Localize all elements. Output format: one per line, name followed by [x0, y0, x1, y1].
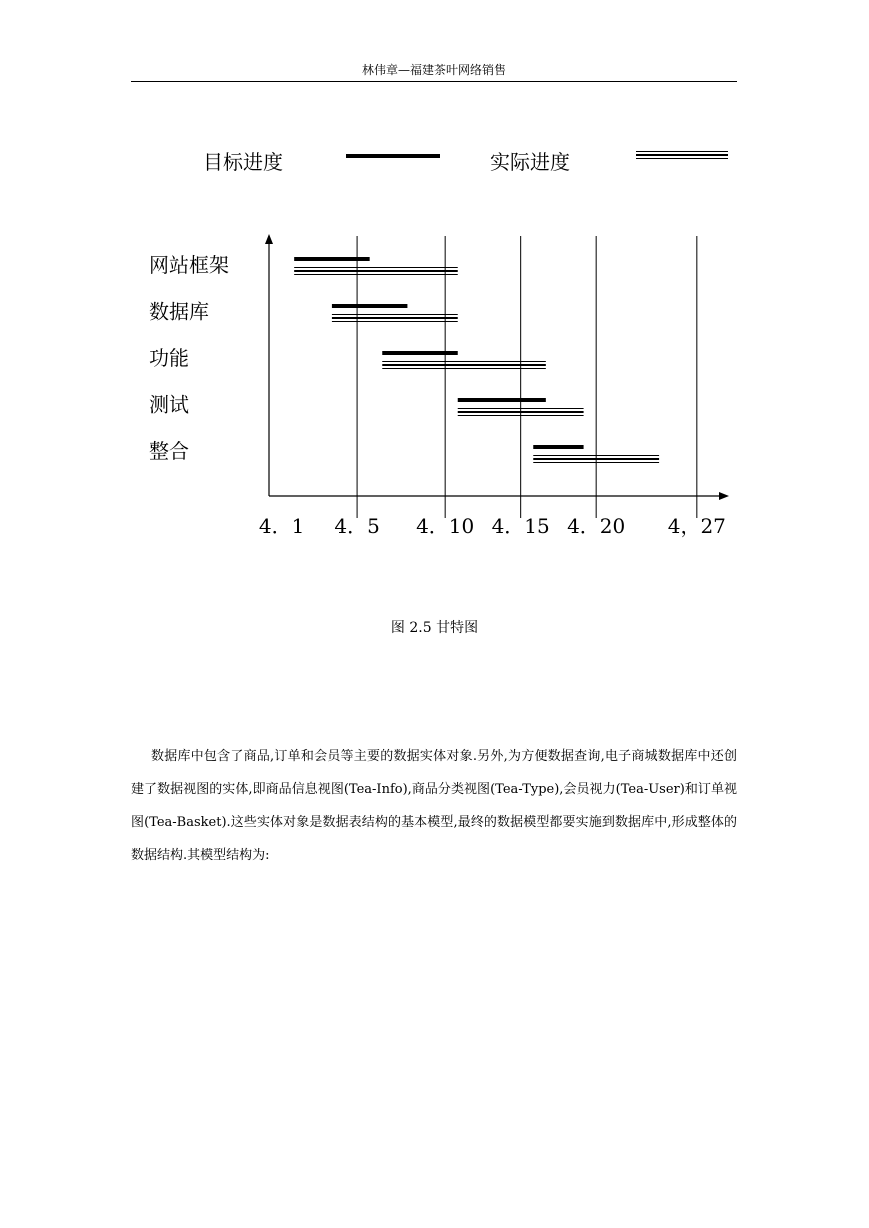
figure-caption: 图 2.5 甘特图 [390, 620, 479, 636]
x-axis-arrow [719, 492, 729, 500]
task-label: 网站框架 [149, 253, 229, 277]
x-tick-label: 4．10 [416, 514, 475, 538]
legend-target-label: 目标进度 [203, 150, 283, 174]
target-bar [382, 351, 458, 355]
gridlines [357, 236, 697, 518]
x-tick-label: 4．1 [258, 514, 305, 538]
legend-actual-label: 实际进度 [490, 150, 570, 174]
axes [265, 234, 729, 500]
task-bars [294, 257, 659, 463]
target-bar [458, 398, 546, 402]
target-bar [332, 304, 408, 308]
task-label: 整合 [149, 439, 189, 463]
actual-bar [332, 314, 458, 322]
x-tick-label: 4．5 [334, 514, 380, 538]
task-label: 功能 [149, 346, 189, 370]
y-axis-arrow [265, 234, 273, 244]
gantt-chart [0, 0, 869, 560]
actual-bar [382, 361, 546, 369]
target-bar [533, 445, 583, 449]
body-paragraph: 数据库中包含了商品,订单和会员等主要的数据实体对象.另外,为方便数据查询,电子商城数据库中还创建了数据视图的实体,即商品信息视图(Tea-Info),商品分类视图(Tea-Type),会员视力(Tea-User)和订单视图(Tea-Basket).这些实体对象是数据表结构的基本模型,最终的数据模型都要实施到数据库中,形成整体的数据结构.其模型结构为: [131, 749, 737, 863]
x-tick-label: 4．15 [491, 514, 550, 538]
page-header: 林伟章—福建茶叶网络销售 [361, 63, 506, 77]
x-tick-label: 4．20 [567, 514, 626, 538]
task-label: 数据库 [149, 299, 209, 324]
target-bar [294, 257, 370, 261]
task-labels [149, 253, 229, 463]
actual-bar [294, 267, 458, 275]
x-tick-label: 4，27 [667, 514, 726, 538]
x-tick-labels [259, 514, 726, 538]
task-label: 测试 [149, 392, 189, 417]
